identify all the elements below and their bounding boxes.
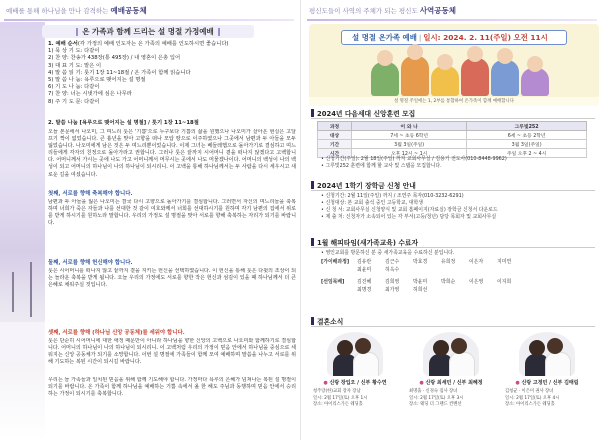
order-item: 2) 찬 양: 찬송가 438장(통 495장) / 내 영혼이 은총 입어 (48, 55, 181, 62)
graduate-name: 허희선 (413, 287, 428, 293)
section-wedding (311, 316, 343, 326)
point2-title: 둘째, 서로를 향해 헌신해야 합니다. (48, 260, 133, 266)
table-header-row (318, 122, 587, 131)
title-bar-icon (76, 28, 78, 36)
graduate-name: 박효경 (413, 259, 428, 265)
section-marker-icon (311, 238, 314, 246)
winter-photo (0, 22, 45, 440)
section-scholarship (311, 180, 416, 190)
graduate-name: 최윤미 (357, 267, 372, 273)
table-row (318, 140, 587, 149)
graduate-name: 박윤미 (413, 279, 428, 285)
couple-name: ● 신랑 장입오 / 신부 황수연 (323, 380, 387, 386)
wedding-card (501, 332, 593, 440)
graduate-name: 최명경 (357, 287, 372, 293)
graduate-name: 박희순 (441, 279, 456, 285)
banner-separator: | (418, 33, 422, 42)
happytime-note (321, 250, 595, 257)
order-note: (각 가정의 예배 인도자는 온 가족의 예배를 인도하시면 좋습니다) (77, 41, 229, 47)
tree-shape (30, 262, 32, 317)
couple-name: ● 신랑 고정민 / 신부 김태림 (515, 380, 579, 386)
section-happytime (311, 237, 418, 247)
list-item: • 제 출 처: 신청자가 소속되어 있는 각 부서(고등/청년) 담당 목회자 및 교회사무실 (321, 214, 497, 221)
section-divider (311, 190, 595, 191)
right-header-divider (307, 19, 597, 21)
section-marker-icon (311, 181, 314, 189)
family-worship-banner (309, 24, 599, 106)
couple-photo (423, 332, 479, 376)
wedding-info (505, 389, 593, 409)
order-item: 3) 대 표 기 도: 맡은 이 (48, 62, 102, 69)
family-figure (431, 66, 459, 96)
wedding-info-line: 청주랑(한)교회 장자 장남 (313, 389, 361, 394)
note-line: • 영인교회를 방문하신 분 중 새가족교육을 수료하신 분입니다. (321, 250, 455, 256)
graduate-name: 이지희 (497, 279, 512, 285)
worship-title-text: 온 가족과 함께 드리는 설 명절 가정예배 (82, 27, 214, 36)
wedding-info-line: 장소: 아이리스가든 웨딩홀 (313, 402, 363, 408)
graduate-row (321, 287, 441, 294)
list-item: • 신청대상: 본 교회 출석 중인 고등학교, 대학생 (321, 200, 424, 207)
table-cell: 7세 ~ 초등 6학년 (352, 131, 467, 140)
section-happytime-title: 1월 해피타임(새가족교육) 수료자 (317, 239, 419, 247)
graduate-row (321, 267, 413, 274)
worship-title (42, 25, 254, 38)
family-figure (491, 60, 519, 96)
order-section (48, 41, 296, 106)
table-cell: 3월 3일(주일) (467, 140, 587, 149)
right-header (309, 4, 456, 18)
wedding-info (409, 389, 497, 409)
wedding-card (309, 332, 401, 440)
couple-name: ● 신랑 최세민 / 신부 최혜정 (419, 380, 483, 386)
graduate-name: 이은영 (469, 279, 484, 285)
table-cell: 기간 (318, 140, 352, 149)
left-header-title: 예배공동체 (110, 6, 147, 15)
graduate-name: 이은자 (469, 259, 484, 265)
wedding-info-line: 장소: 웨딩 더 그랜드 컨벤션 (409, 402, 462, 408)
order-item: 5) 말 씀 나 눔: 욕루으로 맺어지는 설 명절 (48, 77, 146, 84)
section-divider (311, 326, 595, 327)
banner-title (341, 30, 567, 45)
right-header-title: 사역공동체 (419, 6, 457, 15)
left-header-divider (4, 19, 294, 21)
order-item: 4) 말 씀 읽 기: 룻기 1장 11~18절 / 온 가족이 함께 읽습니다 (48, 69, 191, 76)
graduate-name: 김근수 (385, 259, 400, 265)
closing-paragraph: 우리는 늘 가족들과 일치된 믿음을 위해 함께 기도해야 합니다. 가정마다 욕루의 은혜가 넘쳐나는 복된 설 명절이 되기를 바랍니다. 온 가족이 함께 하나님을 예배하는 기쁨 속에서 올 한 해도 주님과 동행하며 믿음 안에서 승리하는 가정이 되시기를 축복합니다. (48, 377, 296, 398)
graduate-name: 허옥수 (385, 267, 400, 273)
point1-text: 남편과 두 아들을 잃은 나오미는 결국 다시 고향으로 돌아가기를 결심합니다. 그러면서 자신의 며느리들을 축복하며 너희가 죽은 자들과 나를 선대한 것 같이 여호와께서 너희를 선대하시기를 원하며 각기 남편의 집에서 위로를 받게 하시기를 원하노라 말합니다. 우리의 가정도 설 명절을 맞아 서로를 향해 축복하는 자리가 되기를 바랍니다. (48, 199, 296, 227)
graduate-name: 최가영 (385, 287, 400, 293)
list-item: • 신청기간: 2월 11일(주일) 까지 / 조연주 목자(010-3232-6291) (321, 193, 464, 199)
left-header (6, 4, 147, 18)
wedding-info-line: 김청균 · 이은미 권사 장녀 (505, 389, 554, 394)
wedding-info-line: 일시: 2월 17일(토) 오후 1시 (313, 395, 368, 401)
section-marker-icon (311, 109, 314, 117)
section-training (311, 108, 415, 118)
note-line: • 신청기간(주일): 2월 18일(주일) 까지 교회사무실 / 김용기 전도사(010-8448-9962) (321, 156, 507, 162)
training-table (317, 121, 587, 158)
order-heading: 1. 예배 순서 (48, 41, 78, 47)
table-cell: 시간 (318, 149, 352, 158)
table-cell: 3월 3일(주일) (352, 140, 467, 149)
sermon-heading: 2. 말씀 나눔 (48, 120, 78, 126)
right-header-sub: 평신도들이 사역의 주체가 되는 평신도 (309, 7, 418, 15)
table-row (318, 131, 587, 140)
point3-title: 셋째, 서로를 향해 (하나님 신앙 공동체)를 세워야 합니다. (48, 330, 185, 336)
scholarship-items (321, 193, 595, 221)
graduate-name: 지미연 (497, 259, 512, 265)
graduate-name: 김진혜 (357, 279, 372, 285)
sermon-section (48, 120, 296, 127)
table-cell: 대상 (318, 131, 352, 140)
section-marker-icon (311, 317, 314, 325)
table-cell: 오후 12시 ~ 1시 (352, 149, 467, 158)
wedding-info (313, 389, 401, 409)
table-cell: 주일 오후 2 ~ 4시 (467, 149, 587, 158)
left-header-sub: 예배를 통해 하나님을 만나 감격하는 (6, 7, 109, 15)
point1-title-row (48, 191, 296, 198)
table-cell: 6세 ~ 초등 2학년 (467, 131, 587, 140)
point2-text: 룻은 시어머니를 떠나지 않고 끝까지 곁을 지키는 헌신을 선택하였습니다. 이 헌신을 통해 룻은 다윗의 조상이 되는 놀라운 축복을 받게 됩니다. 오늘 우리의 가정에도 서로를 향한 작은 헌신과 섬김이 있을 때 하나님께서 더 큰 은혜로 채워주실 것입니다. (48, 268, 296, 289)
graduate-row (321, 259, 525, 266)
wedding-info-line: 최명출 · 신경숙 집사 장녀 (409, 389, 458, 394)
graduate-name: 김유란 (357, 259, 372, 265)
section-wedding-title: 결혼소식 (317, 318, 344, 326)
point3-text: 룻은 단순히 시어머니에 대한 애정 때문만이 아니라 하나님을 향한 신앙의 고백으로 나오미와 함께하기로 결심합니다. 어머니의 하나님이 나의 하나님이 되시리니. 이 고백처럼 우리의 가정이 믿음 안에서 하나님을 중심으로 세워지는 신앙 공동체가 되기를 소망합니다. 이번 설 명절에 가족들이 함께 모여 예배하며 말씀을 나누고 서로를 위해 기도하는 복된 시간이 되시길 바랍니다. (48, 338, 296, 366)
table-header: 어 와 나 (352, 122, 467, 131)
banner-caption: 설 명절 주일에는 1, 2부를 통합하여 온가족이 함께 예배합니다 (309, 97, 599, 106)
sermon-title: [욕루으로 맺어지는 설 명절] / 룻기 1장 11~18절 (79, 120, 199, 126)
order-list (48, 48, 296, 106)
graduate-name: 유희정 (441, 259, 456, 265)
wedding-card (405, 332, 497, 440)
point1-title: 첫째, 서로를 향해 축복해야 합니다. (48, 191, 133, 197)
family-figure (371, 62, 399, 96)
couple-photo (327, 332, 383, 376)
list-item: • 신 청 서: 교회사무실 신청양식 및 교회 홈페이지(자료실) 장학금 신청서 다운로드 (321, 207, 498, 214)
point3-title-row (48, 330, 296, 337)
point2-title-row (48, 260, 296, 267)
order-item: 8) 주 기 도 문: 다같이 (48, 98, 100, 105)
note-line: • 그루빛252 훈련에 함께 할 교사 및 스탭을 모집합니다. (321, 163, 442, 170)
section-scholarship-title: 2024년 1학기 장학금 신청 안내 (317, 182, 416, 190)
banner-title-main: 설 명절 온가족 예배 (352, 33, 417, 42)
title-bar-icon (218, 28, 220, 36)
graduate-group-label: [선임목배] (321, 279, 345, 285)
table-header: 과정 (318, 122, 352, 131)
wedding-info-line: 장소: 아이리스가든 웨딩홀 (505, 402, 555, 408)
sermon-paragraph: 오늘 본문에서 나오미, 그 며느리 룻은 '기쁨'으로 누구보다 기쁨의 삶을 원했으나 나오미가 살아온 현실은 고달프기 짝이 없었습니다. 큰 흉년을 맞아 고향을 떠나 모압 땅으로 이주하였으나 그곳에서 남편과 두 아들을 모두 잃었습니다. 나오미에게 남은 것은 두 며느리뿐이었습니다. 이제 그녀는 베들레헴으로 돌아가기로 결심하고 며느리들에게 각자의 친정으로 돌아가라고 권합니다. 그러나 룻은 끝까지 시어머니 곁을 떠나지 않겠다고 고백합니다. 어머니께서 가시는 곳에 나도 가고 어머니께서 머무시는 곳에서 나도 머물겠나이다. 어머니의 백성이 나의 백성이 되고 어머니의 하나님이 나의 하나님이 되시리니. 이 고백을 통해 하나님께서는 두 사람을 다시 세우시고 새로운 길을 여셨습니다. (48, 129, 296, 178)
graduate-group-label: [가이배과정] (321, 259, 350, 265)
wedding-info-line: 일시: 2월 17일(토) 오후 3시 (409, 395, 464, 401)
tree-shape (12, 272, 14, 312)
right-page (300, 0, 600, 440)
order-item: 6) 기 도 나 눔: 다같이 (48, 84, 100, 91)
training-notes (321, 156, 595, 170)
banner-date: 일시: 2024. 2. 11(주일) 오전 11시 (423, 33, 548, 42)
table-header: 그루빛252 (467, 122, 587, 131)
family-figure (461, 58, 489, 96)
graduate-name: 김희영 (385, 279, 400, 285)
section-divider (311, 247, 595, 248)
order-item: 1) 묵 상 기 도: 다같이 (48, 48, 100, 55)
section-training-title: 2024년 다음세대 신앙훈련 모집 (317, 110, 416, 118)
order-item: 7) 찬 양: 너는 시냇가에 심은 나무라 (48, 91, 132, 98)
section-divider (311, 118, 595, 119)
graduate-row (321, 279, 525, 286)
couple-photo (519, 332, 575, 376)
family-figure (401, 56, 429, 96)
family-figure (521, 68, 549, 96)
snow-ground (0, 322, 45, 362)
wedding-info-line: 일시: 2월 17일(토) 오후 4시 (505, 395, 560, 401)
